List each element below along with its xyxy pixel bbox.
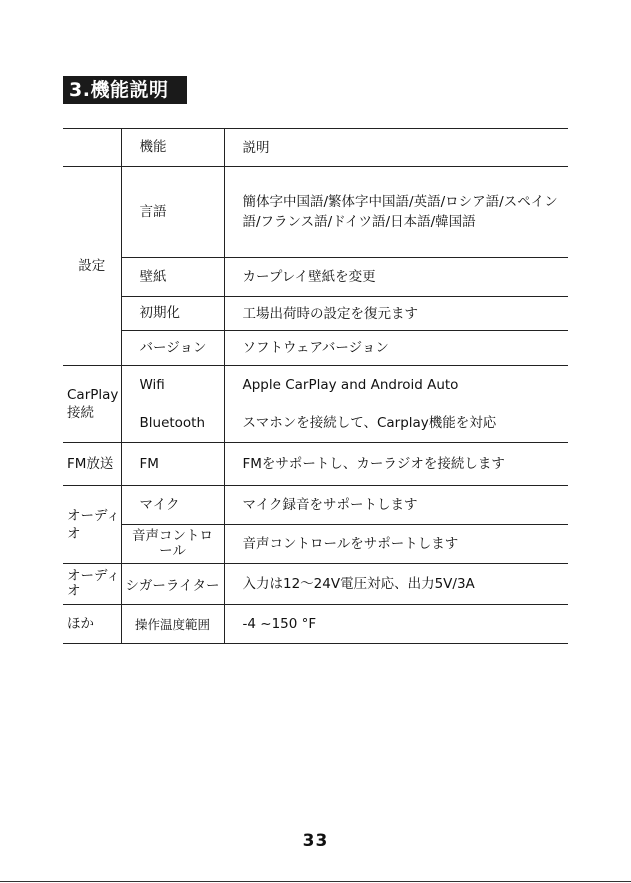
table-row	[63, 443, 568, 486]
category-cell: ほか	[63, 605, 121, 644]
table-row	[63, 331, 568, 366]
header-description: 説明	[224, 129, 568, 167]
table-row	[63, 167, 568, 258]
description-cell: -4 ~150 °F	[224, 605, 568, 644]
table-header-row	[63, 129, 568, 167]
function-cell: マイク	[121, 486, 224, 525]
description-cell: 入力は12～24V電圧対応、出力5V/3A	[224, 564, 568, 605]
description-cell: Apple CarPlay and Android Auto	[242, 377, 459, 393]
table-row	[63, 404, 568, 443]
function-cell: 操作温度範囲	[121, 605, 224, 644]
category-cell: CarPlay接続	[63, 366, 121, 443]
header-function: 機能	[121, 129, 224, 167]
category-cell: 設定	[63, 167, 121, 366]
header-blank	[63, 129, 121, 167]
function-cell: 初期化	[121, 297, 224, 331]
function-cell: Wifi	[121, 366, 224, 405]
table-row	[63, 297, 568, 331]
function-cell: バージョン	[121, 331, 224, 366]
category-cell: オーディオ	[63, 486, 121, 564]
description-cell: 工場出荷時の設定を復元ます	[224, 297, 568, 331]
function-cell: 音声コントロール	[121, 525, 224, 564]
table-row	[63, 605, 568, 644]
function-table	[63, 128, 568, 644]
function-cell: 壁紙	[121, 258, 224, 297]
description-cell: FMをサポートし、カーラジオを接続します	[224, 443, 568, 486]
description-cell: スマホンを接続して、Carplay機能を対応	[224, 404, 568, 443]
footer-divider	[0, 881, 631, 882]
category-cell: オーディオ	[63, 564, 121, 605]
table-row	[63, 525, 568, 564]
table-row	[63, 486, 568, 525]
function-cell: FM	[121, 443, 224, 486]
function-cell: シガーライター	[121, 564, 224, 605]
function-cell: Bluetooth	[121, 404, 224, 443]
section-title: 3.機能説明	[63, 76, 187, 104]
function-cell: 言語	[121, 167, 224, 258]
table-row	[63, 564, 568, 605]
page-number: 33	[302, 831, 329, 851]
description-cell: 音声コントロールをサポートします	[224, 525, 568, 564]
description-cell: ソフトウェアバージョン	[224, 331, 568, 366]
description-cell: 簡体字中国語/繁体字中国語/英語/ロシア語/スペイン語/フランス語/ドイツ語/日本語/韓国語	[224, 167, 568, 258]
table-row	[63, 258, 568, 297]
category-cell: FM放送	[63, 443, 121, 486]
description-cell: マイク録音をサポートします	[224, 486, 568, 525]
table-row	[63, 366, 568, 405]
description-cell: カープレイ壁紙を変更	[224, 258, 568, 297]
